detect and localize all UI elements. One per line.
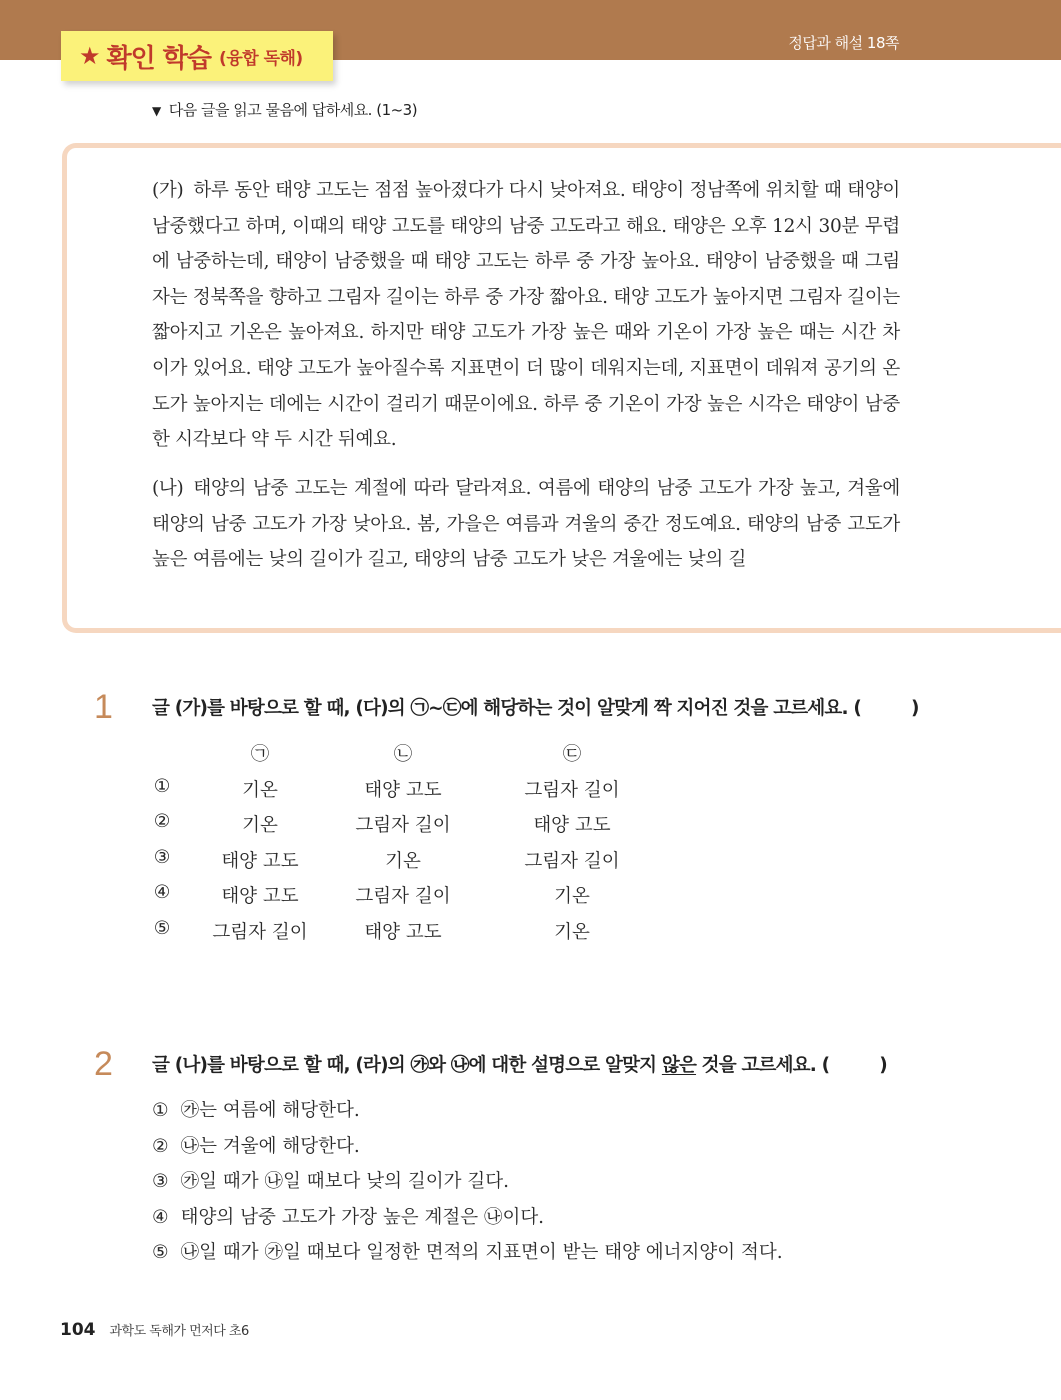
choice-row[interactable] (150, 882, 750, 918)
passage-paragraph-na (152, 471, 900, 578)
section-subtitle: (융합 독해) (219, 48, 303, 69)
option-text: ㉯는 겨울에 해당한다. (180, 1135, 360, 1157)
table-cell: 태양 고도 (364, 779, 442, 801)
triangle-down-icon: ▼ (152, 104, 161, 118)
instruction-text: 다음 글을 읽고 물음에 답하세요. (1~3) (168, 101, 418, 119)
option-item[interactable] (152, 1096, 783, 1132)
table-cell: 태양 고도 (364, 921, 442, 943)
table-header-row (150, 740, 750, 776)
paragraph-text: 하루 동안 태양 고도는 점점 높아졌다가 다시 낮아져요. 태양이 정남쪽에 위치할 때 태양이 남중했다고 하며, 이때의 태양 고도를 태양의 남중 고도라고 해요. 태양은 오후 12시 30분 무렵에 남중하는데, 태양이 남중했을 때 태양 고도는 하루 중 가장 높아요. 태양이 남중했을 때 그림자는 정북쪽을 향하고 그림자 길이는 하루 중 가장 짧아요. 태양 고도가 높아지면 그림자 길이는 짧아지고 기온은 높아져요. 하지만 태양 고도가 가장 높은 때와 기온이 가장 높은 때는 시간 차이가 있어요. 태양 고도가 높아질수록 지표면이 더 많이 데워지는데, 지표면이 데워져 공기의 온도가 높아지는 데에는 시간이 걸리기 때문이에요. 하루 중 기온이 가장 높은 시각은 태양이 남중한 시각보다 약 두 시간 뒤예요. (152, 180, 900, 451)
question-1-text: 글 (가)를 바탕으로 할 때, (다)의 ㉠~㉢에 해당하는 것이 알맞게 짝 지어진 것을 고르세요. ( ) (152, 698, 919, 719)
option-item[interactable] (152, 1167, 783, 1203)
table-cell: 기온 (554, 886, 590, 907)
table-header: ㉡ (393, 744, 413, 765)
choice-row[interactable] (150, 811, 750, 847)
option-number: ③ (152, 1171, 169, 1192)
table-cell: 태양 고도 (221, 886, 299, 907)
choice-number: ② (153, 811, 171, 832)
answer-reference: 정답과 해설 18쪽 (788, 34, 899, 52)
option-number: ② (152, 1135, 169, 1157)
table-cell: 기온 (242, 815, 278, 836)
section-title: 확인 학습 (106, 43, 212, 74)
option-text: 태양의 남중 고도가 가장 높은 계절은 ㉯이다. (180, 1206, 545, 1228)
question-number: 2 (94, 1045, 113, 1083)
table-header: ㉠ (250, 744, 270, 765)
choice-table (150, 740, 750, 953)
choice-number: ⑤ (153, 917, 171, 939)
table-cell: 기온 (385, 850, 421, 872)
table-cell: 그림자 길이 (355, 815, 451, 836)
table-cell: 태양 고도 (221, 850, 299, 872)
option-list (152, 1096, 783, 1274)
option-item[interactable] (152, 1238, 783, 1274)
page-footer (60, 1320, 249, 1340)
table-cell: 기온 (554, 921, 590, 943)
page-number: 104 (60, 1320, 96, 1340)
choice-number: ① (153, 775, 171, 797)
option-item[interactable] (152, 1203, 783, 1239)
option-number: ④ (152, 1206, 169, 1228)
book-title: 과학도 독해가 먼저다 초6 (109, 1324, 249, 1339)
choice-number: ④ (153, 882, 171, 903)
option-number: ① (152, 1100, 169, 1121)
choice-row[interactable] (150, 776, 750, 812)
table-cell: 기온 (242, 779, 278, 801)
choice-number: ③ (153, 846, 171, 868)
table-cell: 그림자 길이 (355, 886, 451, 907)
table-cell: 그림자 길이 (524, 779, 620, 801)
emphasis-text: 않은 (661, 1055, 697, 1076)
table-cell: 그림자 길이 (524, 850, 620, 872)
paragraph-marker: (나) (152, 478, 184, 499)
table-cell: 그림자 길이 (212, 921, 308, 943)
paragraph-text: 태양의 남중 고도는 계절에 따라 달라져요. 여름에 태양의 남중 고도가 가장 높고, 겨울에 태양의 남중 고도가 가장 낮아요. 봄, 가을은 여름과 겨울의 중간 정도예요. 태양의 남중 고도가 높은 여름에는 낮의 길이가 길고, 태양의 남중 고도가 낮은 겨울에는 낮의 길 (152, 478, 900, 571)
choice-row[interactable] (150, 918, 750, 954)
option-item[interactable] (152, 1132, 783, 1168)
option-text: ㉮는 여름에 해당한다. (180, 1100, 360, 1121)
question-number: 1 (94, 688, 113, 726)
option-text: ㉯일 때가 ㉮일 때보다 일정한 면적의 지표면이 받는 태양 에너지양이 적다. (180, 1242, 783, 1263)
star-icon: ★ (79, 42, 101, 70)
table-cell: 태양 고도 (533, 815, 611, 836)
question-2-text: 글 (나)를 바탕으로 할 때, (라)의 ㉮와 ㉯에 대한 설명으로 알맞지 않은 것을 고르세요. ( ) (152, 1055, 887, 1076)
paragraph-marker: (가) (152, 180, 184, 201)
option-text: ㉮일 때가 ㉯일 때보다 낮의 길이가 길다. (180, 1171, 509, 1192)
table-header: ㉢ (562, 744, 582, 765)
passage-paragraph-ga (152, 173, 900, 458)
option-number: ⑤ (152, 1242, 169, 1263)
section-title-tag (61, 31, 333, 81)
choice-row[interactable] (150, 847, 750, 883)
instruction (152, 99, 417, 120)
